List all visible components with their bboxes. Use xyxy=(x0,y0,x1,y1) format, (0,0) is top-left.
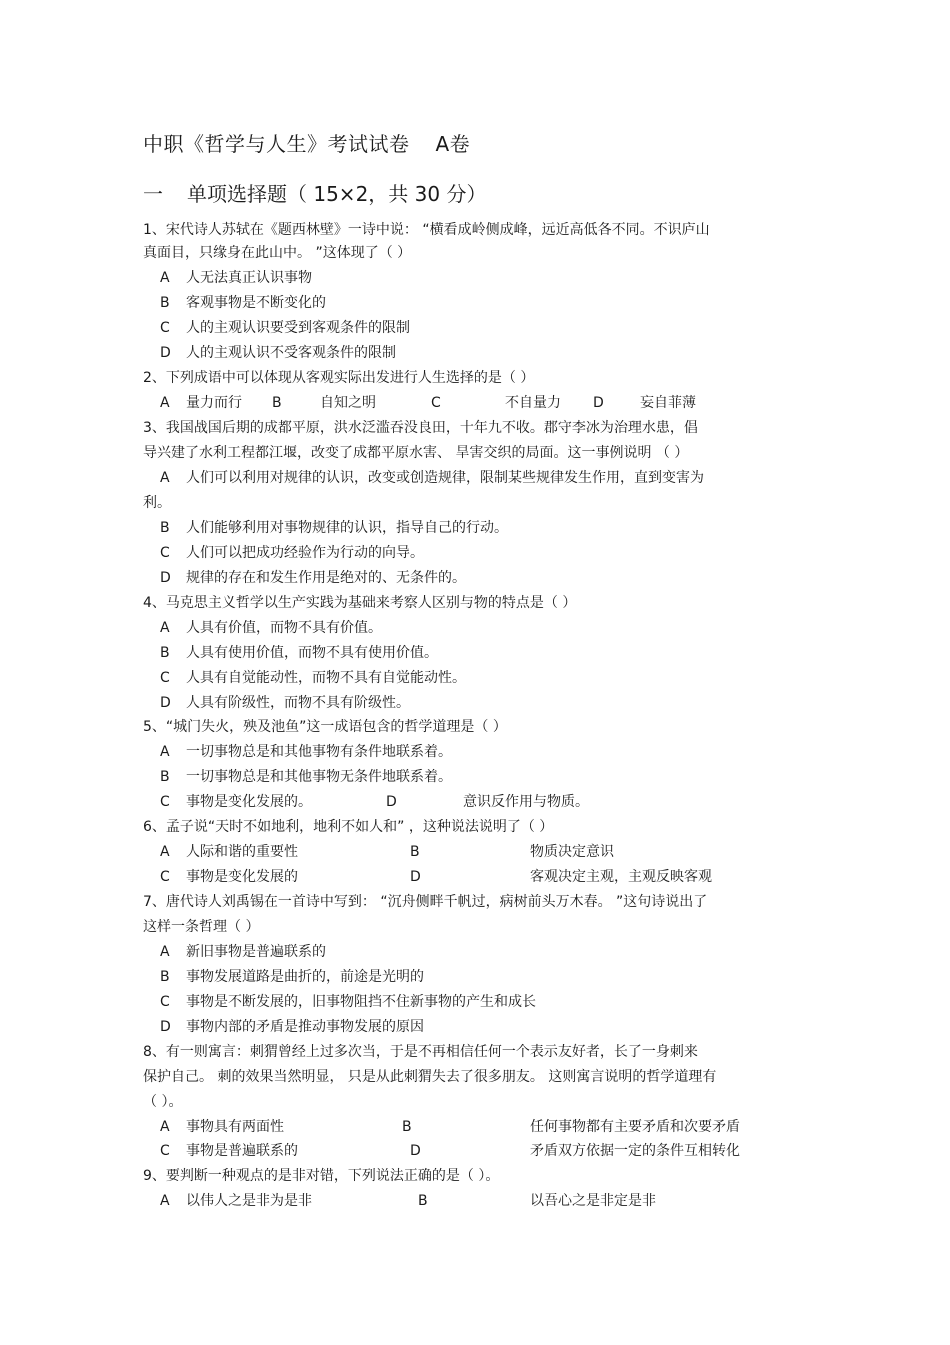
option-key: A xyxy=(160,944,170,960)
question-stem-line: 5、“城门失火，殃及池鱼”这一成语包含的哲学道理是（ ） xyxy=(143,719,507,735)
question-stem-line: （ ）。 xyxy=(143,1094,183,1110)
question-stem-line: 7、唐代诗人刘禹锡在一首诗中写到： “沉舟侧畔千帆过，病树前头万木春。 ”这句诗说出了 xyxy=(143,894,708,910)
option-key: C xyxy=(160,670,170,686)
option-key: A xyxy=(160,620,170,636)
question-stem-line: 导兴建了水利工程都江堰，改变了成都平原水害、 旱害交织的局面。这一事例说明 （ ） xyxy=(143,445,689,461)
option-text: 人具有价值，而物不具有价值。 xyxy=(186,620,382,636)
option xyxy=(160,269,312,287)
option-key: C xyxy=(160,545,170,561)
option-text: 量力而行 xyxy=(186,395,242,411)
title-suffix: A卷 xyxy=(435,132,471,156)
option-text: 人际和谐的重要性 xyxy=(186,844,298,860)
option-text: 人无法真正认识事物 xyxy=(186,270,312,286)
option xyxy=(160,644,438,662)
option xyxy=(160,619,382,637)
option-key: B xyxy=(160,295,170,311)
option-text: 以伟人之是非为是非 xyxy=(186,1193,312,1209)
option-key: A xyxy=(160,395,170,411)
question-stem-line: 9、要判断一种观点的是非对错，下列说法正确的是（ ）。 xyxy=(143,1168,500,1184)
option-text: 事物是普遍联系的 xyxy=(186,1143,298,1159)
title-main: 中职《哲学与人生》考试试卷 xyxy=(143,132,410,156)
option-text: 事物是变化发展的 xyxy=(186,869,298,885)
option-key: A xyxy=(160,1119,170,1135)
option-text: 矛盾双方依据一定的条件互相转化 xyxy=(530,1143,740,1159)
option-key: D xyxy=(160,570,171,586)
option-key: C xyxy=(160,1143,170,1159)
option-key: D xyxy=(593,395,604,411)
option-key: D xyxy=(160,345,171,361)
option-key: C xyxy=(160,794,170,810)
option-text: 事物是变化发展的。 xyxy=(186,794,312,810)
option-text: 规律的存在和发生作用是绝对的、无条件的。 xyxy=(186,570,466,586)
option-key: B xyxy=(402,1119,412,1135)
option-key: B xyxy=(418,1193,428,1209)
option-key: C xyxy=(431,395,441,411)
option-key: A xyxy=(160,270,170,286)
option-key: A xyxy=(160,1193,170,1209)
option-text: 人具有阶级性，而物不具有阶级性。 xyxy=(186,695,410,711)
option-key: D xyxy=(410,1143,421,1159)
question-stem-line: 真面目，只缘身在此山中。 ”这体现了（ ） xyxy=(143,245,412,261)
option-text: 人们可以把成功经验作为行动的向导。 xyxy=(186,545,424,561)
option xyxy=(160,669,466,687)
option xyxy=(160,768,452,786)
option-key: B xyxy=(160,520,170,536)
question-stem-line: 8、有一则寓言：刺猬曾经上过多次当，于是不再相信任何一个表示友好者，长了一身刺来 xyxy=(143,1044,698,1060)
option-text: 人的主观认识不受客观条件的限制 xyxy=(186,345,396,361)
option-key: B xyxy=(160,769,170,785)
option-key: A xyxy=(160,470,170,486)
option xyxy=(160,694,410,712)
option-key: B xyxy=(160,645,170,661)
question-stem-line: 6、孟子说“天时不如地利，地利不如人和” ，这种说法说明了（ ） xyxy=(143,819,554,835)
question-stem-line: 2、下列成语中可以体现从客观实际出发进行人生选择的是（ ） xyxy=(143,370,535,386)
option-key: A xyxy=(160,744,170,760)
option-text: 自知之明 xyxy=(320,395,376,411)
option-text: 不自量力 xyxy=(505,395,561,411)
option-text: 客观决定主观，主观反映客观 xyxy=(530,869,712,885)
option-key: B xyxy=(410,844,420,860)
option xyxy=(160,294,326,312)
page-title xyxy=(143,128,470,157)
option-text: 人具有自觉能动性，而物不具有自觉能动性。 xyxy=(186,670,466,686)
option-key: C xyxy=(160,320,170,336)
option xyxy=(160,519,508,537)
option-key: B xyxy=(272,395,282,411)
option-text: 新旧事物是普遍联系的 xyxy=(186,944,326,960)
option-text: 人们可以利用对规律的认识，改变或创造规律，限制某些规律发生作用，直到变害为 xyxy=(186,470,704,486)
option-text: 事物是不断发展的，旧事物阻挡不住新事物的产生和成长 xyxy=(186,994,536,1010)
option xyxy=(160,319,410,337)
option-text: 妄自菲薄 xyxy=(640,395,696,411)
option xyxy=(160,544,424,562)
section-text: 单项选择题（ 15×2，共 30 分） xyxy=(187,182,487,206)
option-text: 一切事物总是和其他事物有条件地联系着。 xyxy=(186,744,452,760)
option-text: 人们能够利用对事物规律的认识，指导自己的行动。 xyxy=(186,520,508,536)
option xyxy=(160,469,704,487)
option-text: 一切事物总是和其他事物无条件地联系着。 xyxy=(186,769,452,785)
option-text: 人的主观认识要受到客观条件的限制 xyxy=(186,320,410,336)
option xyxy=(160,743,452,761)
section-heading xyxy=(143,178,486,207)
option xyxy=(160,1018,424,1036)
question-stem-line: 保护自己。 刺的效果当然明显， 只是从此刺猬失去了很多朋友。 这则寓言说明的哲学道理有 xyxy=(143,1069,717,1085)
option-text: 意识反作用与物质。 xyxy=(463,794,589,810)
option-key: C xyxy=(160,994,170,1010)
option-key: D xyxy=(160,1019,171,1035)
option-key: D xyxy=(386,794,397,810)
option xyxy=(160,569,466,587)
question-stem-line: 这样一条哲理（ ） xyxy=(143,919,260,935)
option xyxy=(160,968,424,986)
option xyxy=(160,993,536,1011)
section-number: 一 xyxy=(143,182,163,206)
option-text: 客观事物是不断变化的 xyxy=(186,295,326,311)
option-key: A xyxy=(160,844,170,860)
option-text: 人具有使用价值，而物不具有使用价值。 xyxy=(186,645,438,661)
option-text: 以吾心之是非定是非 xyxy=(530,1193,656,1209)
option-text: 任何事物都有主要矛盾和次要矛盾 xyxy=(530,1119,740,1135)
option-text-continued: 利。 xyxy=(143,495,171,511)
option-text: 事物发展道路是曲折的，前途是光明的 xyxy=(186,969,424,985)
question-stem-line: 1、宋代诗人苏轼在《题西林壁》一诗中说： “横看成岭侧成峰，远近高低各不同。不识庐山 xyxy=(143,222,710,238)
option-text: 事物具有两面性 xyxy=(186,1119,284,1135)
question-stem-line: 4、马克思主义哲学以生产实践为基础来考察人区别与物的特点是（ ） xyxy=(143,595,577,611)
option-key: D xyxy=(160,695,171,711)
option-key: B xyxy=(160,969,170,985)
option-key: C xyxy=(160,869,170,885)
option-text: 事物内部的矛盾是推动事物发展的原因 xyxy=(186,1019,424,1035)
option-text: 物质决定意识 xyxy=(530,844,614,860)
option xyxy=(160,943,326,961)
option xyxy=(160,344,396,362)
question-stem-line: 3、我国战国后期的成都平原，洪水泛滥吞没良田，十年九不收。郡守李冰为治理水患，倡 xyxy=(143,420,698,436)
option-key: D xyxy=(410,869,421,885)
